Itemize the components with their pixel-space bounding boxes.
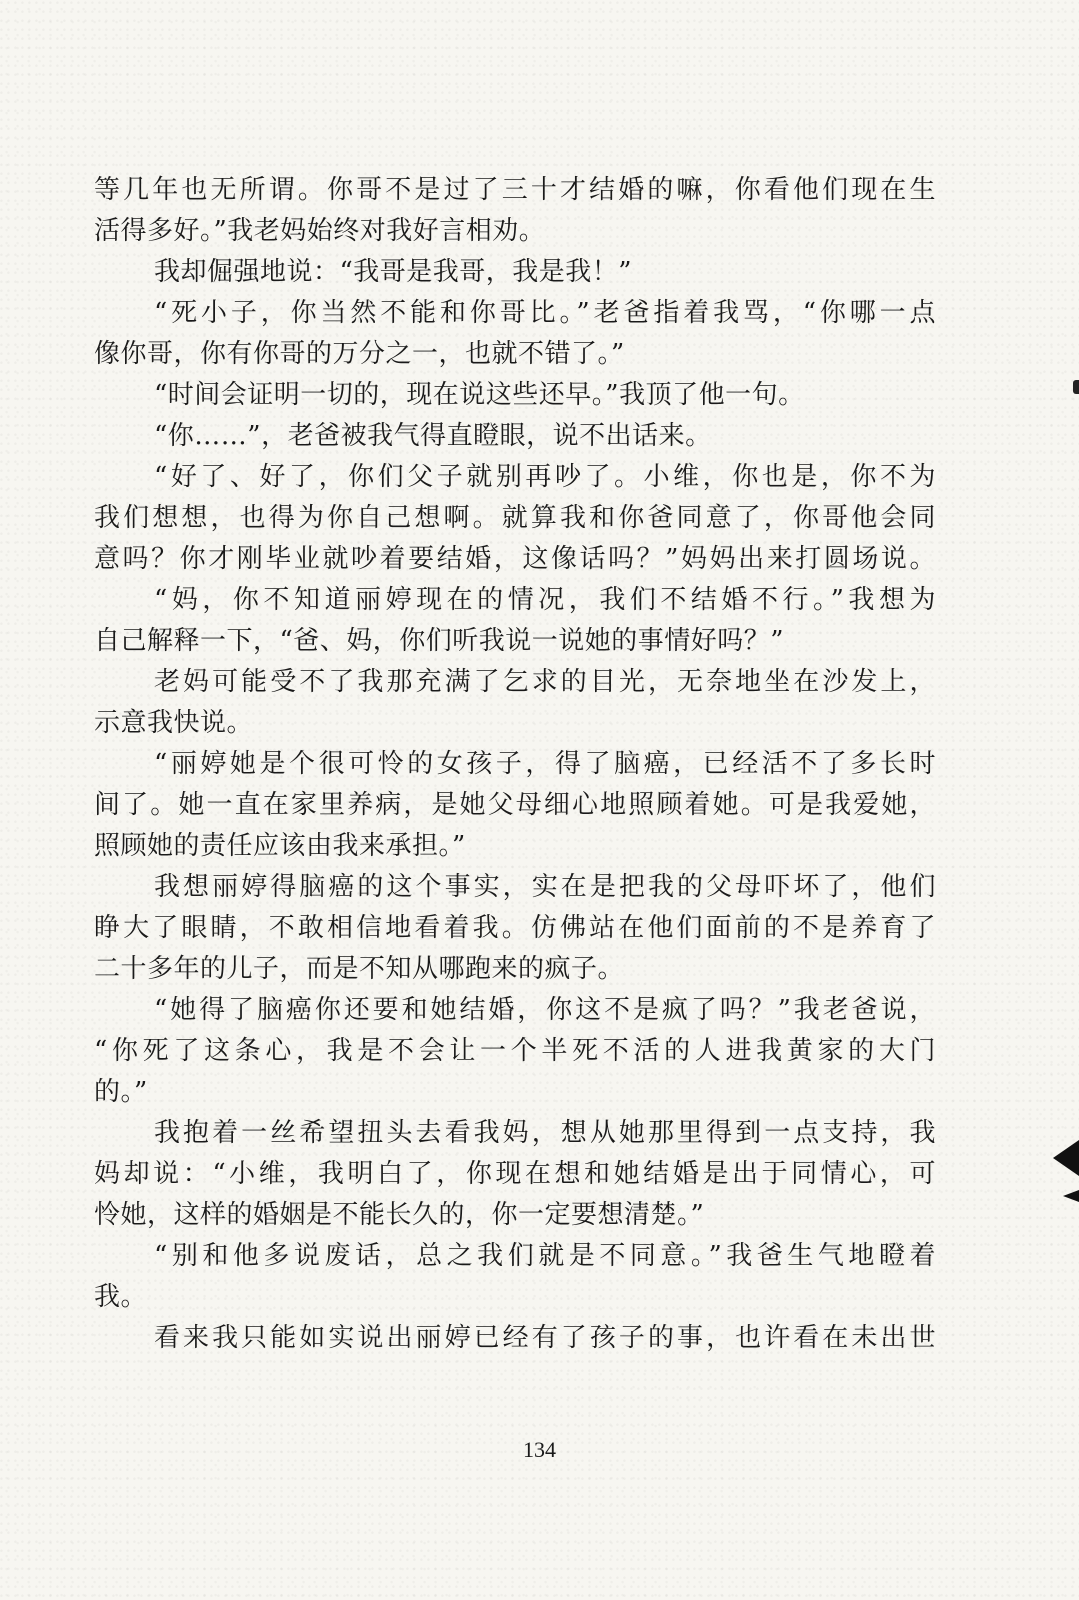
text-line: 间了。她一直在家里养病，是她父母细心地照顾着她。可是我爱她， — [94, 790, 936, 820]
text-line: 我们想想，也得为你自己想啊。就算我和你爸同意了，你哥他会同 — [94, 503, 936, 533]
text-line: 怜她，这样的婚姻是不能长久的，你一定要想清楚。” — [94, 1200, 705, 1230]
text-line: 妈却说：“小维，我明白了，你现在想和她结婚是出于同情心，可 — [94, 1159, 936, 1189]
text-line: 老妈可能受不了我那充满了乞求的目光，无奈地坐在沙发上， — [154, 667, 936, 697]
text-line: 等几年也无所谓。你哥不是过了三十才结婚的嘛，你看他们现在生 — [94, 175, 936, 205]
text-line: “你……”，老爸被我气得直瞪眼，说不出话来。 — [154, 421, 712, 451]
body-text — [94, 170, 936, 1359]
text-line: “你死了这条心，我是不会让一个半死不活的人进我黄家的大门 — [94, 1036, 936, 1066]
scan-edge-mark — [1063, 1190, 1079, 1202]
text-line: “妈，你不知道丽婷现在的情况，我们不结婚不行。”我想为 — [154, 585, 936, 615]
scan-edge-mark — [1053, 1140, 1079, 1176]
text-line: 我抱着一丝希望扭头去看我妈，想从她那里得到一点支持，我 — [154, 1118, 936, 1148]
text-line: 我。 — [94, 1282, 148, 1312]
text-line: 像你哥，你有你哥的万分之一，也就不错了。” — [94, 339, 625, 369]
text-line: 活得多好。”我老妈始终对我好言相劝。 — [94, 216, 546, 246]
text-line: 我却倔强地说：“我哥是我哥，我是我！” — [154, 257, 633, 287]
text-line: 二十多年的儿子，而是不知从哪跑来的疯子。 — [94, 954, 625, 984]
scan-edge-mark — [1073, 380, 1079, 394]
text-line: “丽婷她是个很可怜的女孩子，得了脑癌，已经活不了多长时 — [154, 749, 936, 779]
text-line: 自己解释一下，“爸、妈，你们听我说一说她的事情好吗？” — [94, 626, 785, 656]
text-line: “死小子，你当然不能和你哥比。”老爸指着我骂，“你哪一点 — [154, 298, 936, 328]
text-line: 示意我快说。 — [94, 708, 254, 738]
text-line: 看来我只能如实说出丽婷已经有了孩子的事，也许看在未出世 — [154, 1323, 936, 1353]
text-line: “时间会证明一切的，现在说这些还早。”我顶了他一句。 — [154, 380, 805, 410]
text-line: “别和他多说废话，总之我们就是不同意。”我爸生气地瞪着 — [154, 1241, 936, 1271]
text-line: 我想丽婷得脑癌的这个事实，实在是把我的父母吓坏了，他们 — [154, 872, 936, 902]
text-line: “她得了脑癌你还要和她结婚，你这不是疯了吗？”我老爸说， — [154, 995, 936, 1025]
text-line: 的。” — [94, 1077, 148, 1107]
text-line: 睁大了眼睛，不敢相信地看着我。仿佛站在他们面前的不是养育了 — [94, 913, 936, 943]
page-number: 134 — [523, 1437, 556, 1462]
text-line: 意吗？你才刚毕业就吵着要结婚，这像话吗？”妈妈出来打圆场说。 — [94, 544, 936, 574]
text-line: “好了、好了，你们父子就别再吵了。小维，你也是，你不为 — [154, 462, 936, 492]
text-line: 照顾她的责任应该由我来承担。” — [94, 831, 466, 861]
